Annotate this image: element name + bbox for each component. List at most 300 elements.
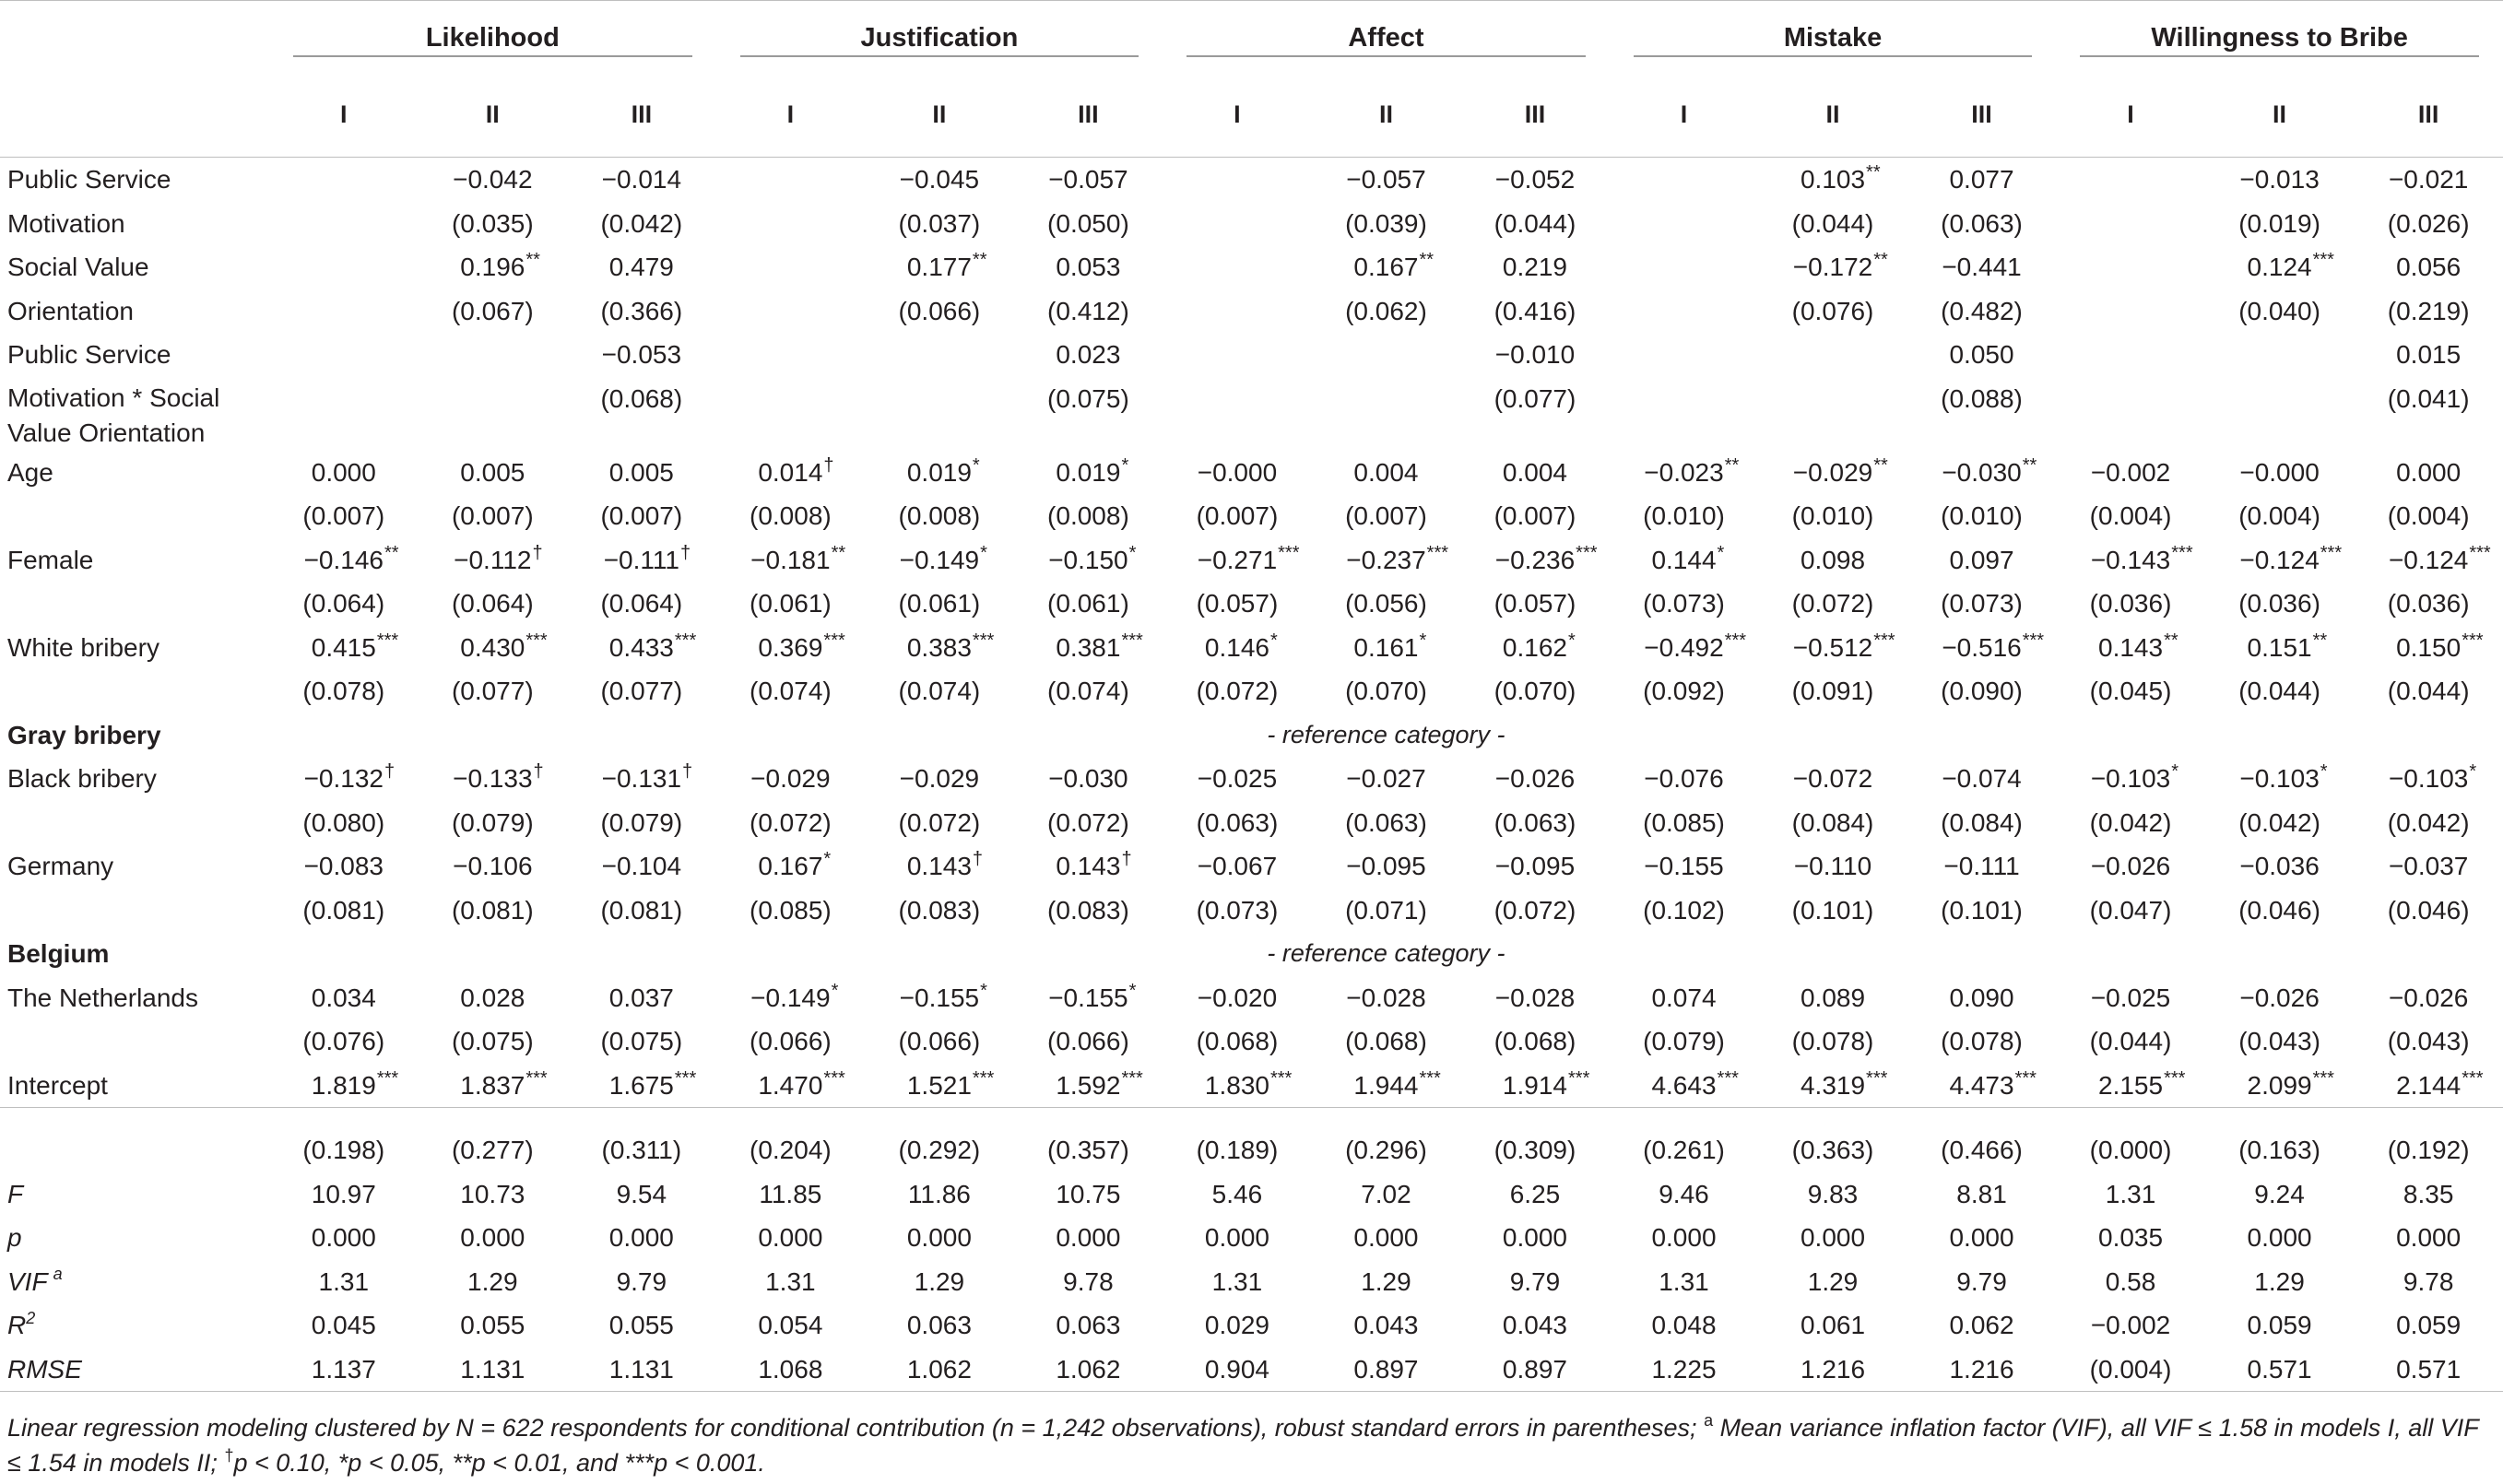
table-cell: −0.028 <box>1494 983 1576 1012</box>
row-label: Public Service <box>7 340 171 369</box>
table-cell: −0.111 <box>1943 852 2020 880</box>
significance-marker: *** <box>525 1067 548 1089</box>
significance-marker: *** <box>2462 630 2484 651</box>
table-cell: 8.35 <box>2403 1179 2454 1208</box>
table-cell: (0.083) <box>1047 895 1129 925</box>
table-cell <box>1312 538 1461 583</box>
table-cell <box>2205 333 2355 377</box>
table-cell: (0.192) <box>2354 1108 2503 1172</box>
table-cell <box>1312 626 1461 670</box>
table-cell: 0.000 <box>1949 1223 2014 1252</box>
table-cell: (0.091) <box>1791 677 1874 705</box>
significance-marker: * <box>1128 542 1137 563</box>
table-cell <box>1758 377 1907 451</box>
table-cell: 0.059 <box>2396 1311 2462 1339</box>
table-cell: 8.81 <box>1956 1179 2007 1208</box>
cell-value: −0.155 * <box>1048 976 1128 1020</box>
table-cell: −0.155 <box>1644 852 1724 880</box>
empty-cell <box>865 932 1014 976</box>
significance-marker: ** <box>2312 630 2328 651</box>
row-label <box>0 582 269 626</box>
table-cell: (0.277) <box>419 1108 568 1172</box>
table-row <box>0 158 2503 202</box>
table-cell: (0.072) <box>1196 677 1279 705</box>
table-cell: −0.104 <box>601 852 682 880</box>
table-cell <box>1907 451 2057 495</box>
group-header-affect: Affect <box>1163 1 1610 74</box>
cell-value: −0.133 † <box>453 757 532 801</box>
table-cell <box>1610 289 1759 334</box>
table-cell: (0.084) <box>1791 807 1874 837</box>
cell-value: 1.837 *** <box>460 1064 525 1108</box>
group-header-likelihood: Likelihood <box>269 1 716 74</box>
table-cell: 9.83 <box>1807 1179 1859 1208</box>
model-header: I <box>1163 73 1312 158</box>
cell-value: 1.830 *** <box>1205 1064 1269 1108</box>
table-cell <box>865 1064 1014 1108</box>
cell-value: 2.099 *** <box>2248 1064 2312 1108</box>
significance-marker: *** <box>376 1067 399 1089</box>
table-cell: (0.482) <box>1941 296 2023 325</box>
table-cell: 9.79 <box>1956 1266 2007 1296</box>
table-cell: −0.027 <box>1346 764 1426 793</box>
table-row <box>0 713 2503 758</box>
significance-marker: * <box>831 980 839 1001</box>
significance-marker: † <box>972 849 984 869</box>
table-cell <box>865 976 1014 1020</box>
model-header-row <box>0 73 2503 158</box>
table-cell: (0.198) <box>269 1108 419 1172</box>
row-label: Social Value <box>7 253 149 281</box>
table-cell: (0.072) <box>898 807 981 837</box>
table-cell: 0.048 <box>1651 1311 1717 1339</box>
table-cell: 0.000 <box>460 1223 525 1252</box>
table-cell: 0.000 <box>2396 457 2462 487</box>
row-label: The Netherlands <box>7 983 199 1012</box>
cell-value: 0.124 *** <box>2248 245 2312 289</box>
table-cell: (0.041) <box>2387 383 2470 413</box>
table-cell: −0.002 <box>2090 457 2171 487</box>
table-cell: 1.31 <box>1211 1266 1263 1296</box>
table-cell: (0.008) <box>750 501 832 530</box>
table-cell: (0.044) <box>1494 208 1576 238</box>
table-cell: (0.075) <box>1047 383 1129 413</box>
table-cell: (0.068) <box>1196 1027 1279 1055</box>
table-cell: (0.068) <box>1494 1027 1576 1055</box>
table-cell: 0.000 <box>1502 1223 1567 1252</box>
significance-marker: *** <box>376 630 399 651</box>
table-cell <box>1610 245 1759 289</box>
cell-value: 0.369 *** <box>758 626 822 670</box>
table-cell: (0.102) <box>1643 895 1725 925</box>
table-cell: (0.079) <box>451 807 534 837</box>
stats-row <box>0 1172 2503 1217</box>
table-cell: (0.061) <box>750 589 832 618</box>
stats-row <box>0 1216 2503 1260</box>
cell-value: 2.155 *** <box>2098 1064 2163 1108</box>
cell-value: 0.381 *** <box>1056 626 1120 670</box>
table-cell: 11.85 <box>759 1179 822 1208</box>
table-cell: (0.078) <box>1791 1027 1874 1055</box>
table-cell <box>2205 626 2355 670</box>
table-cell <box>269 1064 419 1108</box>
model-header: II <box>865 73 1014 158</box>
stats-label <box>0 1108 269 1172</box>
table-cell: 1.137 <box>269 1348 419 1392</box>
table-cell <box>269 158 419 202</box>
table-cell: −0.037 <box>2388 852 2469 880</box>
model-header: I <box>269 73 419 158</box>
table-cell: (0.071) <box>1345 895 1427 925</box>
significance-marker: ** <box>1419 250 1435 270</box>
table-cell: (0.044) <box>1791 208 1874 238</box>
row-label: Motivation <box>7 208 125 238</box>
table-cell <box>1907 1064 2057 1108</box>
table-cell: 9.24 <box>2254 1179 2305 1208</box>
table-cell: −0.000 <box>1197 457 1278 487</box>
cell-value: −0.172 ** <box>1793 245 1872 289</box>
table-cell: (0.080) <box>302 807 385 837</box>
table-cell: (0.363) <box>1758 1108 1907 1172</box>
significance-marker: * <box>1128 980 1137 1001</box>
table-row <box>0 844 2503 889</box>
table-cell: −0.030 <box>1048 764 1128 793</box>
significance-marker: *** <box>1724 630 1747 651</box>
table-cell <box>269 757 419 801</box>
table-cell: 0.043 <box>1502 1311 1567 1339</box>
model-header: I <box>2056 73 2205 158</box>
cell-value: 0.150 *** <box>2396 626 2461 670</box>
table-cell: −0.036 <box>2239 852 2320 880</box>
cell-value: 1.944 *** <box>1353 1064 1418 1108</box>
table-cell <box>716 626 866 670</box>
table-cell <box>1014 844 1163 889</box>
table-cell <box>716 976 866 1020</box>
significance-marker: *** <box>2014 1067 2037 1089</box>
table-cell: (0.007) <box>1345 501 1427 530</box>
cell-value: −0.111 † <box>604 538 679 583</box>
significance-marker: ** <box>1873 454 1888 476</box>
table-cell: 1.062 <box>1014 1348 1163 1392</box>
significance-marker: ** <box>1866 162 1881 183</box>
table-cell: (0.008) <box>898 501 981 530</box>
table-cell <box>1163 202 1312 246</box>
table-cell: −0.029 <box>750 764 831 793</box>
row-label: Black bribery <box>7 764 157 793</box>
table-cell <box>2205 377 2355 451</box>
table-cell <box>2056 158 2205 202</box>
table-cell <box>716 289 866 334</box>
table-cell: (0.292) <box>865 1108 1014 1172</box>
table-cell: 0.000 <box>1353 1223 1419 1252</box>
table-cell: 0.005 <box>460 457 525 487</box>
table-cell: (0.412) <box>1047 296 1129 325</box>
table-cell: (0.036) <box>2238 589 2320 618</box>
table-cell <box>2354 538 2503 583</box>
table-cell: 0.000 <box>2396 1223 2462 1252</box>
table-cell: −0.057 <box>1346 165 1426 194</box>
table-cell: (0.004) <box>2089 501 2172 530</box>
row-label: Age <box>7 457 53 487</box>
significance-marker: *** <box>2312 1067 2334 1089</box>
cell-value: −0.103 * <box>2091 757 2170 801</box>
table-cell: 5.46 <box>1211 1179 1263 1208</box>
table-cell <box>716 844 866 889</box>
table-cell: (0.077) <box>1494 383 1576 413</box>
table-cell <box>2205 757 2355 801</box>
table-cell: (0.044) <box>2238 677 2320 705</box>
table-cell <box>1758 245 1907 289</box>
significance-marker: * <box>823 849 832 869</box>
table-cell: 1.068 <box>716 1348 866 1392</box>
stats-label-text: F <box>7 1179 24 1208</box>
table-cell <box>419 333 568 377</box>
table-cell <box>567 757 716 801</box>
table-cell: 0.897 <box>1312 1348 1461 1392</box>
significance-marker: *** <box>2022 630 2045 651</box>
cell-value: 0.151 ** <box>2248 626 2312 670</box>
table-cell <box>2056 757 2205 801</box>
cell-value: 1.521 *** <box>907 1064 972 1108</box>
cell-value: 1.914 *** <box>1503 1064 1567 1108</box>
empty-cell <box>567 932 716 976</box>
table-cell: −0.057 <box>1048 165 1128 194</box>
table-cell: (0.064) <box>600 589 683 618</box>
table-cell: 0.054 <box>758 1311 823 1339</box>
significance-marker: *** <box>1873 630 1895 651</box>
significance-marker: ** <box>831 542 846 563</box>
cell-value: −0.149 * <box>750 976 830 1020</box>
table-cell: 9.79 <box>616 1266 667 1296</box>
table-cell: (0.063) <box>1494 807 1576 837</box>
table-cell: (0.309) <box>1460 1108 1610 1172</box>
table-cell <box>1312 333 1461 377</box>
significance-marker: † <box>682 761 693 782</box>
table-cell: −0.029 <box>899 764 980 793</box>
model-header: III <box>1460 73 1610 158</box>
table-cell: 0.000 <box>608 1223 674 1252</box>
table-cell: 1.062 <box>865 1348 1014 1392</box>
model-header: III <box>2354 73 2503 158</box>
significance-marker: * <box>2469 761 2477 782</box>
significance-marker: ** <box>2164 630 2178 651</box>
cell-value: 4.319 *** <box>1801 1064 1865 1108</box>
cell-value: 0.144 * <box>1651 538 1716 583</box>
footnote-text-3: p < 0.10, *p < 0.05, **p < 0.01, and ***p < 0.001. <box>233 1449 765 1477</box>
model-header: III <box>567 73 716 158</box>
stats-label <box>0 1303 269 1348</box>
stats-label-sup: a <box>53 1265 63 1284</box>
table-cell <box>269 538 419 583</box>
table-cell: 9.79 <box>1509 1266 1561 1296</box>
table-cell <box>1610 333 1759 377</box>
table-cell <box>1163 245 1312 289</box>
table-cell: (0.466) <box>1907 1108 2057 1172</box>
table-cell: 0.059 <box>2247 1311 2312 1339</box>
table-cell: (0.057) <box>1494 589 1576 618</box>
table-cell: (0.063) <box>1345 807 1427 837</box>
table-cell: (0.084) <box>1941 807 2023 837</box>
table-cell: 0.090 <box>1949 983 2014 1012</box>
row-label: Orientation <box>7 296 134 325</box>
empty-cell <box>716 713 866 758</box>
table-cell: (0.046) <box>2387 895 2470 925</box>
table-cell: 0.58 <box>2105 1266 2156 1296</box>
table-cell: (0.101) <box>1941 895 2023 925</box>
stats-label-text: RMSE <box>7 1354 82 1384</box>
significance-marker: *** <box>823 1067 845 1089</box>
table-cell <box>716 538 866 583</box>
table-cell: 0.097 <box>1949 545 2014 574</box>
table-row <box>0 333 2503 377</box>
table-cell: (0.045) <box>2089 677 2172 705</box>
table-cell: 0.000 <box>311 457 376 487</box>
footnote-text-2: Mean variance inflation factor (VIF), all VIF ≤ 1.58 in models I, all VIF ≤ 1.54 in models II; <box>7 1414 2479 1477</box>
table-cell: 0.904 <box>1163 1348 1312 1392</box>
table-cell: 0.074 <box>1651 983 1717 1012</box>
cell-value: 0.430 *** <box>460 626 525 670</box>
table-cell: 0.000 <box>1800 1223 1866 1252</box>
table-cell: 0.043 <box>1353 1311 1419 1339</box>
cell-value: 0.167 ** <box>1353 245 1418 289</box>
table-cell: 0.000 <box>1651 1223 1717 1252</box>
cell-value: 0.146 * <box>1205 626 1269 670</box>
table-cell: (0.073) <box>1941 589 2023 618</box>
cell-value: −0.237 *** <box>1346 538 1425 583</box>
table-cell: (0.047) <box>2089 895 2172 925</box>
table-cell <box>2056 626 2205 670</box>
row-label: Motivation * Social Value Orientation <box>7 383 220 447</box>
table-row <box>0 1064 2503 1108</box>
table-cell: 0.028 <box>460 983 525 1012</box>
cell-value: −0.150 * <box>1048 538 1128 583</box>
table-cell: 0.000 <box>1204 1223 1269 1252</box>
table-cell <box>1014 451 1163 495</box>
table-cell <box>419 626 568 670</box>
table-cell: (0.064) <box>451 589 534 618</box>
table-cell: (0.261) <box>1610 1108 1759 1172</box>
significance-marker: *** <box>2469 542 2491 563</box>
table-cell: −0.028 <box>1346 983 1426 1012</box>
table-cell: (0.077) <box>451 677 534 705</box>
table-cell <box>1758 451 1907 495</box>
table-cell <box>269 289 419 334</box>
cell-value: −0.103 * <box>2389 757 2468 801</box>
table-cell: −0.025 <box>2090 983 2171 1012</box>
model-header: I <box>716 73 866 158</box>
table-cell: 6.25 <box>1509 1179 1561 1208</box>
table-cell: (0.010) <box>1941 501 2023 530</box>
cell-value: 0.019 * <box>907 451 972 495</box>
table-cell: (0.074) <box>1047 677 1129 705</box>
table-cell: (0.007) <box>302 501 385 530</box>
table-row <box>0 494 2503 538</box>
row-label <box>0 801 269 845</box>
table-cell: 0.037 <box>608 983 674 1012</box>
table-cell <box>1014 976 1163 1020</box>
empty-cell <box>2354 932 2503 976</box>
table-cell: 10.73 <box>460 1179 525 1208</box>
table-cell: (0.081) <box>302 895 385 925</box>
table-cell: (0.010) <box>1791 501 1874 530</box>
table-cell <box>1312 1064 1461 1108</box>
table-cell <box>2056 377 2205 451</box>
table-cell <box>2205 245 2355 289</box>
table-cell: 0.571 <box>2354 1348 2503 1392</box>
row-label: Female <box>7 545 94 574</box>
cell-value: 0.177 ** <box>907 245 972 289</box>
table-cell: (0.204) <box>716 1108 866 1172</box>
table-cell: (0.044) <box>2387 677 2470 705</box>
table-row <box>0 889 2503 933</box>
table-cell <box>1758 626 1907 670</box>
table-cell: (0.072) <box>1047 807 1129 837</box>
table-cell: (0.042) <box>2387 807 2470 837</box>
table-cell: (0.050) <box>1047 208 1129 238</box>
table-cell: (0.416) <box>1494 296 1576 325</box>
table-cell: −0.021 <box>2388 165 2469 194</box>
stats-label <box>0 1172 269 1217</box>
table-cell <box>269 377 419 451</box>
cell-value: 0.019 * <box>1056 451 1120 495</box>
model-header: III <box>1014 73 1163 158</box>
cell-value: −0.492 *** <box>1644 626 1723 670</box>
group-header-row <box>0 1 2503 74</box>
empty-cell <box>1758 713 1907 758</box>
table-cell <box>2354 757 2503 801</box>
table-cell <box>1163 158 1312 202</box>
table-cell <box>716 333 866 377</box>
table-cell: (0.008) <box>1047 501 1129 530</box>
table-footnote <box>7 1410 2497 1480</box>
row-label <box>0 494 269 538</box>
table-cell <box>716 451 866 495</box>
table-cell: (0.066) <box>898 1027 981 1055</box>
table-cell <box>1758 1064 1907 1108</box>
table-cell: −0.000 <box>2239 457 2320 487</box>
table-cell: 0.062 <box>1949 1311 2014 1339</box>
table-cell: 0.029 <box>1204 1311 1269 1339</box>
table-cell: (0.074) <box>750 677 832 705</box>
table-cell: (0.079) <box>600 807 683 837</box>
table-cell <box>1163 377 1312 451</box>
table-cell: 0.050 <box>1949 340 2014 369</box>
table-cell: −0.026 <box>1494 764 1576 793</box>
table-cell <box>716 377 866 451</box>
table-cell <box>1312 377 1461 451</box>
table-cell: 0.089 <box>1800 983 1866 1012</box>
empty-cell <box>2205 713 2355 758</box>
significance-marker: *** <box>525 630 548 651</box>
empty-cell <box>1907 932 2057 976</box>
table-cell <box>2354 1064 2503 1108</box>
table-cell: (0.076) <box>1791 296 1874 325</box>
model-header: II <box>1312 73 1461 158</box>
significance-marker: † <box>532 542 543 563</box>
group-header-willingness-to-bribe: Willingness to Bribe <box>2056 1 2503 74</box>
significance-marker: *** <box>1426 542 1449 563</box>
table-cell: (0.066) <box>750 1027 832 1055</box>
row-label: Public Service <box>7 165 171 194</box>
reference-category-label: - reference category - <box>1267 939 1505 967</box>
table-cell <box>269 245 419 289</box>
table-cell <box>1610 538 1759 583</box>
table-cell: (0.061) <box>1047 589 1129 618</box>
table-cell: (0.040) <box>2238 296 2320 325</box>
table-cell <box>419 245 568 289</box>
cell-value: 2.144 *** <box>2396 1064 2461 1108</box>
table-cell: (0.078) <box>302 677 385 705</box>
